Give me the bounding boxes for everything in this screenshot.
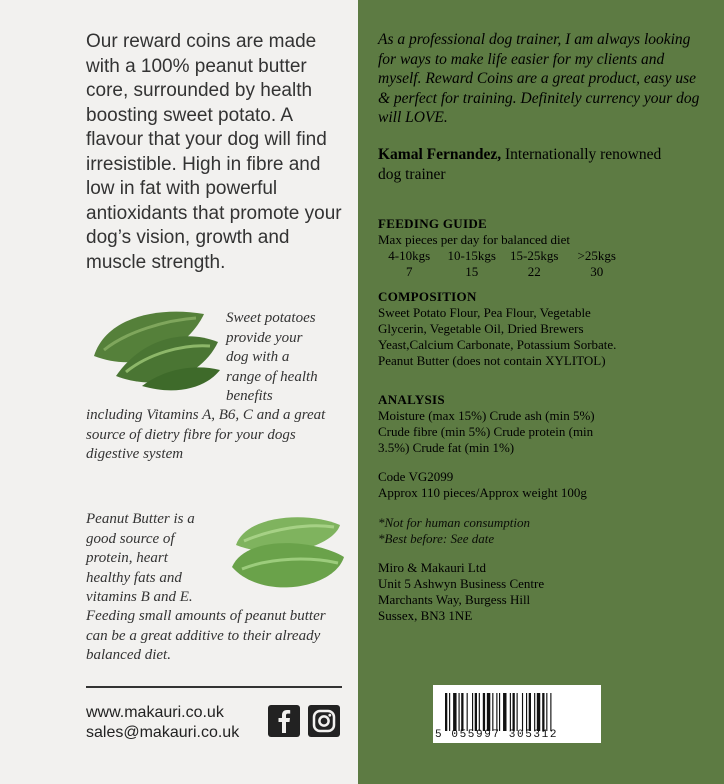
website-link[interactable]: www.makauri.co.uk	[86, 704, 224, 721]
facebook-icon[interactable]	[268, 705, 300, 737]
weights-row	[378, 248, 628, 264]
address-line: Sussex, BN3 1NE	[378, 608, 473, 623]
approx-text: Approx 110 pieces/Approx weight 100g	[378, 485, 587, 500]
tip-line: Sweet potatoes	[226, 310, 316, 326]
pieces-cell: 15	[465, 264, 479, 279]
section-heading: COMPOSITION	[378, 289, 477, 304]
weight-cell: 15-25kgs	[510, 248, 559, 263]
barcode-bar	[483, 693, 485, 731]
barcode-bar	[517, 693, 518, 731]
address-line: Marchants Way, Burgess Hill	[378, 592, 531, 607]
barcode-bar	[487, 693, 490, 731]
tip-line: dog with a	[226, 349, 290, 365]
product-code	[378, 469, 658, 501]
barcode-bar	[503, 693, 506, 731]
barcode-bar	[475, 693, 477, 731]
feeding-guide-heading	[378, 216, 570, 248]
barcode-bar	[445, 693, 447, 731]
barcode-bar	[534, 693, 535, 731]
author-title: Internationally renowned dog trainer	[378, 146, 662, 183]
tip-line: good source of	[86, 530, 175, 547]
sweet-potato-continuation: including Vitamins A, B6, C and a great source of dietry fibre for your dogs digestive system	[86, 407, 326, 462]
barcode-bar	[453, 693, 456, 731]
testimonial-quote: As a professional dog trainer, I am always looking for ways to make life easier for my clients and myself. Reward Coins are a great product, easy use & perfect for training. Definitely currency your dog will LOVE.	[378, 31, 700, 126]
analysis-section	[378, 392, 618, 456]
barcode-bar	[510, 693, 511, 731]
tip-line: benefits	[226, 388, 273, 404]
barcode-bar	[513, 693, 515, 731]
feeding-guide-table	[378, 248, 628, 280]
email-link[interactable]: sales@makauri.co.uk	[86, 724, 240, 741]
barcode-bar	[546, 693, 547, 731]
feeding-guide-subtitle: Max pieces per day for balanced diet	[378, 232, 571, 247]
barcode-bar	[522, 693, 523, 731]
barcode-bar	[537, 693, 540, 731]
note-text: *Best before: See date	[378, 531, 495, 546]
sweet-potato-image	[86, 298, 226, 398]
section-heading: FEEDING GUIDE	[378, 216, 487, 231]
tip-line: protein, heart	[86, 550, 168, 566]
pieces-cell: 22	[527, 264, 541, 279]
section-heading: ANALYSIS	[378, 392, 445, 407]
author-name: Kamal Fernandez,	[378, 146, 502, 163]
barcode-bar	[496, 693, 497, 731]
barcode-bar	[467, 693, 468, 731]
tip-line: healthy fats and	[86, 569, 182, 586]
barcode-bar	[459, 693, 460, 731]
barcode-bar	[529, 693, 531, 731]
barcode-bar	[526, 693, 527, 731]
address-block	[378, 560, 658, 624]
barcode-bar	[499, 693, 500, 731]
divider	[86, 686, 342, 688]
weight-cell: >25kgs	[577, 248, 616, 263]
tip-line: vitamins B and E.	[86, 589, 193, 605]
peanut-butter-continuation: Feeding small amounts of peanut butter can be a great additive to their already balanced diet.	[86, 608, 326, 663]
composition-section	[378, 289, 618, 369]
tip-line: range of health	[226, 368, 318, 385]
sweet-potato-text	[226, 309, 346, 407]
composition-text: Sweet Potato Flour, Pea Flour, Vegetable Glycerin, Vegetable Oil, Dried Brewers Yeast,Calcium Carbonate, Potassium Sorbate. Peanut Butter (does not contain XYLITOL)	[378, 305, 617, 368]
barcode-bars	[445, 693, 593, 731]
barcode-bar	[472, 693, 473, 731]
peanut-butter-text	[86, 510, 226, 608]
barcode-bar	[449, 693, 450, 731]
testimonial-author	[378, 145, 678, 184]
intro-text: Our reward coins are made with a 100% peanut butter core, surrounded by health boosting sweet potato. A flavour that your dog will find irresistible. High in fibre and low in fat with powerful antioxidants that promote your dog’s vision, growth and muscle strength.	[86, 31, 342, 273]
note-text: *Not for human consumption	[378, 515, 531, 530]
pieces-cell: 30	[590, 264, 604, 279]
code-text: Code VG2099	[378, 469, 454, 484]
contact-block	[86, 703, 239, 743]
analysis-text: Moisture (max 15%) Crude ash (min 5%) Crude fibre (min 5%) Crude protein (min 3.5%) Crude fat (min 1%)	[378, 408, 595, 455]
barcode-bar	[479, 693, 480, 731]
address-line: Miro & Makauri Ltd	[378, 560, 486, 575]
address-line: Unit 5 Ashwyn Business Centre	[378, 576, 545, 591]
barcode-number: 5 055997 305312	[435, 729, 559, 741]
tip-line: Peanut Butter is a	[86, 511, 195, 527]
pieces-row	[378, 264, 628, 280]
barcode-bar	[492, 693, 493, 731]
pieces-cell: 7	[406, 264, 413, 279]
barcode	[433, 685, 601, 743]
barcode-bar	[461, 693, 463, 731]
barcode-bar	[550, 693, 551, 731]
tip-line: provide your	[226, 329, 303, 346]
notes	[378, 515, 658, 547]
weight-cell: 10-15kgs	[447, 248, 496, 263]
weight-cell: 4-10kgs	[388, 248, 431, 263]
instagram-icon[interactable]	[308, 705, 340, 737]
peanut-image	[222, 505, 350, 605]
barcode-bar	[542, 693, 544, 731]
